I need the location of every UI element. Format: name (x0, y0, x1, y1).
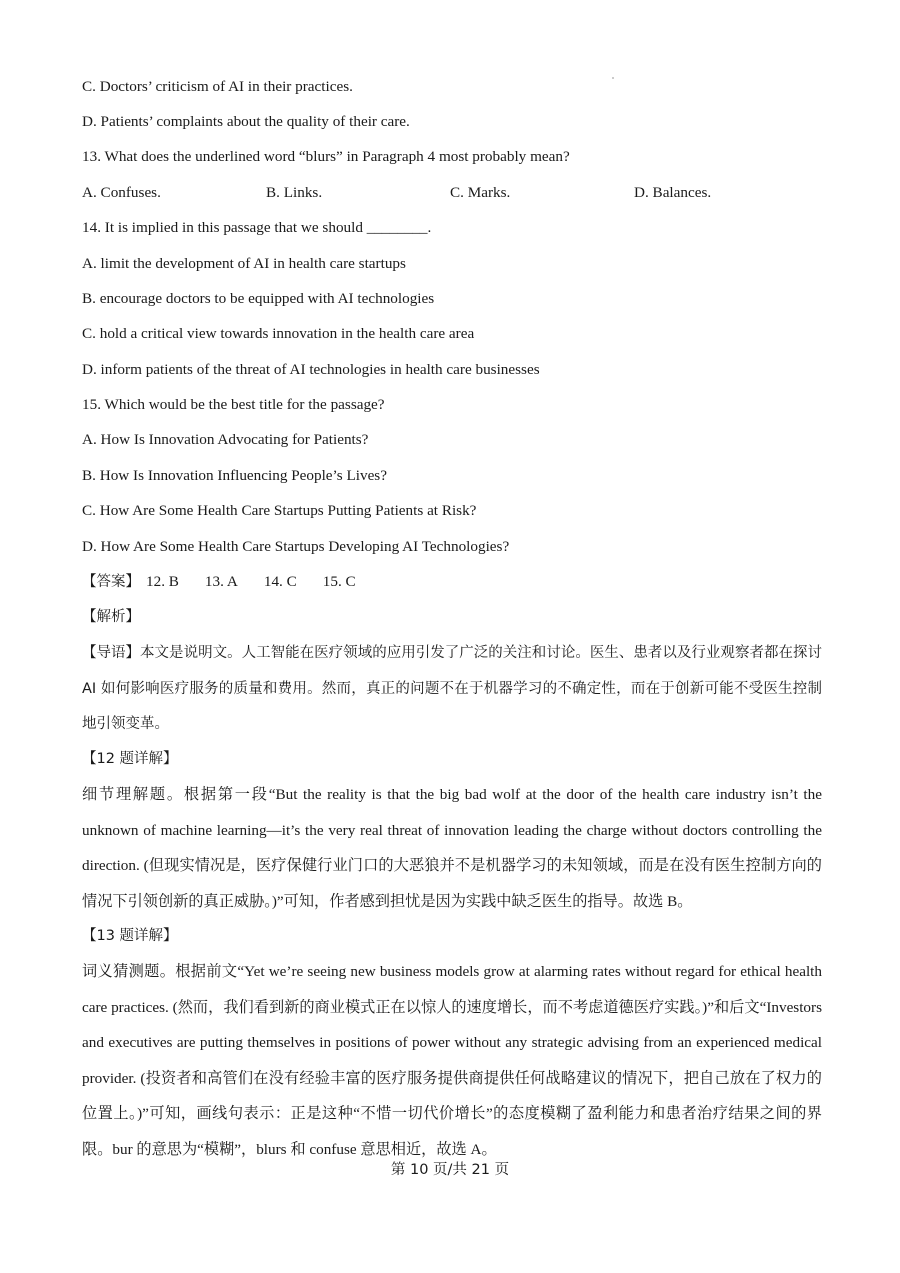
analysis-label: 【解析】 (82, 609, 140, 625)
q13-detail-body: 词义猜测题。根据前文“Yet we’re seeing new business models grow at alarming rates without regard for ethical health care practices. (然而，我们看到新的商业模式正在以惊人的速度增长，而不考虑道德医疗实践。)”和后文“Investors and executives are putting themselves in positions of power without any strategic advising from an experienced medical provider. (投资者和高管们在没有经验丰富的医疗服务提供商提供任何战略建议的情况下，把自己放在了权力的位置上。)”可知，画线句表示：正是这种“不惜一切代价增长”的态度模糊了盈利能力和患者治疗结果之间的界限。bur 的意思为“模糊”，blurs 和 confuse 意思相近，故选 A。 (82, 963, 822, 1158)
q13-stem: 13. What does the underlined word “blurs” in Paragraph 4 most probably mean? (82, 148, 570, 165)
q15-option-b: B. How Is Innovation Influencing People’s Lives? (82, 467, 387, 484)
q12-option-c: C. Doctors’ criticism of AI in their practices. (82, 78, 353, 95)
answer-item: 12. B (146, 573, 179, 590)
page-number: 第 10 页/共 21 页 (390, 1162, 510, 1178)
q15-stem: 15. Which would be the best title for the passage? (82, 396, 385, 413)
q14-stem: 14. It is implied in this passage that we should ________. (82, 219, 432, 236)
analysis-intro: 【导语】本文是说明文。人工智能在医疗领域的应用引发了广泛的关注和讨论。医生、患者以及行业观察者都在探讨 AI 如何影响医疗服务的质量和费用。然而，真正的问题不在于机器学习的不确定性，而在于创新可能不受医生控制地引领变革。 (82, 645, 822, 732)
answer-label: 【答案】 (82, 574, 140, 590)
answer-item: 15. C (322, 573, 356, 590)
q13-option-d: D. Balances. (634, 184, 712, 201)
answer-item: 14. C (263, 573, 297, 590)
scan-speck (612, 77, 614, 79)
q15-option-a: A. How Is Innovation Advocating for Patients? (82, 431, 369, 448)
q14-option-d: D. inform patients of the threat of AI technologies in health care businesses (82, 361, 540, 378)
q14-option-c: C. hold a critical view towards innovation in the health care area (82, 325, 475, 342)
q12-option-d: D. Patients’ complaints about the quality of their care. (82, 113, 410, 130)
q14-option-b: B. encourage doctors to be equipped with AI technologies (82, 290, 435, 307)
q15-option-c: C. How Are Some Health Care Startups Putting Patients at Risk? (82, 502, 477, 519)
q15-option-d: D. How Are Some Health Care Startups Developing AI Technologies? (82, 538, 510, 555)
answer-item: 13. A (204, 573, 238, 590)
q12-detail-body: 细节理解题。根据第一段“But the reality is that the big bad wolf at the door of the health care industry isn’t the unknown of machine learning—it’s the very real threat of innovation leading the charge without doctors controlling the direction. (但现实情况是，医疗保健行业门口的大恶狼并不是机器学习的未知领域，而是在没有医生控制方向的情况下引领创新的真正威胁。)”可知，作者感到担忧是因为实践中缺乏医生的指导。故选 B。 (82, 786, 822, 910)
q12-detail-heading: 【12 题详解】 (82, 751, 178, 767)
answer-key (82, 572, 382, 592)
q13-option-a: A. Confuses. (82, 184, 161, 201)
q13-detail-heading: 【13 题详解】 (82, 928, 178, 944)
q14-option-a: A. limit the development of AI in health care startups (82, 255, 406, 272)
q13-option-b: B. Links. (266, 184, 323, 201)
q13-option-c: C. Marks. (450, 184, 511, 201)
q13-options (82, 183, 842, 203)
